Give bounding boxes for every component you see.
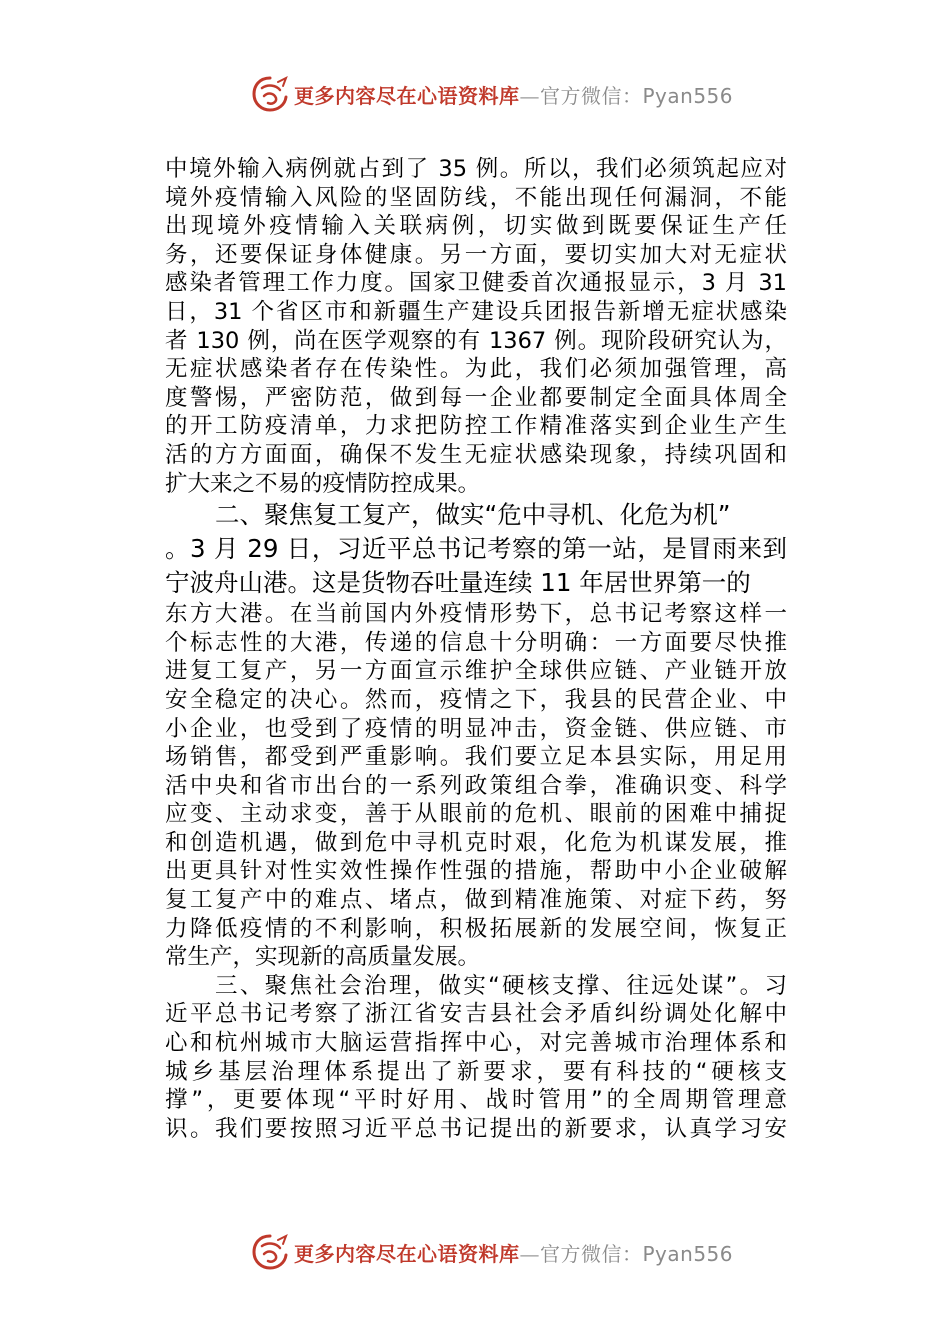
text-line: 扩大来之不易的疫情防控成果。: [165, 470, 481, 497]
text-line: 心和杭州城市大脑运营指挥中心，对完善城市治理体系和: [165, 1030, 787, 1057]
text-line: 城乡基层治理体系提出了新要求，要有科技的“硬核支: [165, 1058, 787, 1085]
text-line: 出现境外疫情输入关联病例，切实做到既要保证生产任: [165, 213, 787, 240]
text-line: 的开工防疫清单，力求把防控工作精准落实到企业生产生: [165, 413, 787, 440]
footer-watermark: [250, 1232, 770, 1272]
section-heading-3: 三、聚焦社会治理，做实“硬核支撑、往远处谋”。习: [215, 972, 787, 999]
document-body: [165, 155, 787, 1143]
text-line: 复工复产中的难点、堵点，做到精准施策、对症下药，努: [165, 887, 787, 914]
text-line: 日，31 个省区市和新疆生产建设兵团报告新增无症状感染: [165, 298, 787, 325]
text-line: 识。我们要按照习近平总书记提出的新要求，认真学习安: [165, 1115, 787, 1142]
brush-logo-icon: [250, 74, 290, 114]
text-line: 活中央和省市出台的一系列政策组合拳，准确识变、科学: [165, 772, 787, 799]
text-line: 无症状感染者存在传染性。为此，我们必须加强管理，高: [165, 356, 787, 383]
text-line: 小企业，也受到了疫情的明显冲击，资金链、供应链、市: [165, 715, 787, 742]
text-line: 进复工复产，另一方面宣示维护全球供应链、产业链开放: [165, 658, 787, 685]
text-line: 者 130 例，尚在医学观察的有 1367 例。现阶段研究认为，: [165, 327, 787, 354]
watermark-text: 更多内容尽在心语资料库—官方微信：Pyan556: [294, 83, 734, 108]
text-line: 东方大港。在当前国内外疫情形势下，总书记考察这样一: [165, 601, 787, 628]
watermark-text: 更多内容尽在心语资料库—官方微信：Pyan556: [294, 1241, 734, 1266]
brush-logo-icon: [250, 1232, 290, 1272]
text-line: 出更具针对性实效性操作性强的措施，帮助中小企业破解: [165, 858, 787, 885]
text-line: 度警惕，严密防范，做到每一企业都要制定全面具体周全: [165, 384, 787, 411]
text-line: 力降低疫情的不利影响，积极拓展新的发展空间，恢复正: [165, 915, 787, 942]
section-heading-2: 二、聚焦复工复产，做实“危中寻机、化危为机”: [215, 500, 731, 530]
text-line: 和创造机遇，做到危中寻机克时艰，化危为机谋发展，推: [165, 829, 787, 856]
text-line: 场销售，都受到严重影响。我们要立足本县实际，用足用: [165, 744, 787, 771]
text-line: 安全稳定的决心。然而，疫情之下，我县的民营企业、中: [165, 686, 787, 713]
text-line: 境外疫情输入风险的坚固防线，不能出现任何漏洞，不能: [165, 184, 787, 211]
text-line: 应变、主动求变，善于从眼前的危机、眼前的困难中捕捉: [165, 801, 787, 828]
text-line: 活的方方面面，确保不发生无症状感染现象，持续巩固和: [165, 441, 787, 468]
text-line: 撑”，更要体现“平时好用、战时管用”的全周期管理意: [165, 1087, 787, 1114]
text-line: 。3 月 29 日，习近平总书记考察的第一站，是冒雨来到: [165, 534, 787, 564]
header-watermark: [250, 74, 770, 114]
text-line: 宁波舟山港。这是货物吞吐量连续 11 年居世界第一的: [165, 568, 751, 598]
text-line: 常生产，实现新的高质量发展。: [165, 944, 481, 971]
text-line: 中境外输入病例就占到了 35 例。所以，我们必须筑起应对: [165, 156, 787, 182]
text-line: 个标志性的大港，传递的信息十分明确：一方面要尽快推: [165, 629, 787, 656]
text-line: 感染者管理工作力度。国家卫健委首次通报显示，3 月 31: [165, 270, 787, 297]
text-line: 务，还要保证身体健康。另一方面，要切实加大对无症状: [165, 241, 787, 268]
text-line: 近平总书记考察了浙江省安吉县社会矛盾纠纷调处化解中: [165, 1001, 787, 1028]
